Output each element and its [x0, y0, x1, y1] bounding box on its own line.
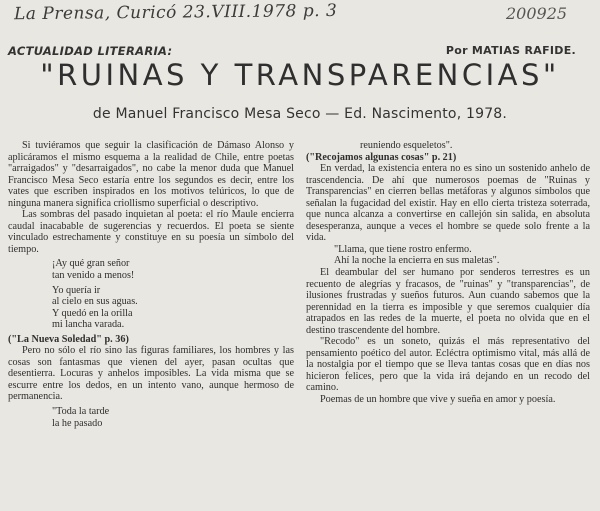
quote-line-2: Ahí la noche la encierra en sus maletas".	[334, 255, 500, 267]
verse-continuation: reuniendo esqueletos".	[360, 140, 453, 151]
verse-line: tan venido a menos!	[52, 270, 135, 282]
paragraph-7: Poemas de un hombre que vive y sueña en amor y poesía.	[320, 394, 556, 406]
section-label: ACTUALIDAD LITERARIA:	[8, 44, 173, 58]
left-column	[8, 140, 294, 432]
handwritten-number: 200925	[506, 4, 568, 23]
verse-line: la he pasado	[52, 417, 103, 429]
verse-line: mi lancha varada.	[52, 319, 125, 331]
verse-line: ¡Ay qué gran señor	[52, 258, 130, 270]
paragraph-4: En verdad, la existencia entera no es sino un sostenido anhelo de trascendencia. De ahí que numerosos poemas de "Ruinas y Transparencias" en cierren bellas metáforas y algunos símbolos que señalan la fugacidad del existir. Hay en ello cierta tristeza soterrada, que nunca alcanza a convertirse en callejón sin salida, en absoluta desesperanza, aunque a veces el hombre se quede solo frente a la vida.	[306, 163, 590, 244]
article-title: "RUINAS Y TRANSPARENCIAS"	[40, 58, 560, 92]
citation-1: ("La Nueva Soledad" p. 36)	[8, 333, 129, 345]
verse-line: Yo quería ir	[52, 284, 101, 296]
verse-3	[52, 406, 294, 429]
verse-line: al cielo en sus aguas.	[52, 296, 138, 308]
paragraph-6: "Recodo" es un soneto, quizás el más representativo del pensamiento poético del autor. Ecléctra optimismo vital, más allá de la nostalgia por el tiempo que se lleva tantas cosas que en días nos hicieron felices, pero que la vida irá dejando en un recodo del camino.	[306, 336, 590, 394]
paragraph-3: Pero no sólo el río sino las figuras familiares, los hombres y las cosas son fantasmas que vienen del ayer, pasan ocultas que desentierra. Locuras y anhelos imposibles. La vida misma que se escurre entre los dedos, en un intento vano, aunque hermoso de permanencia.	[8, 345, 294, 403]
paragraph-5: El deambular del ser humano por senderos terrestres es un recuento de alegrías y fracasos, de "ruinas" y "transparencias", de ilusiones frustradas y sueños futuros. Aun cuando sabemos que la perennidad en la tierra es imposible y que seremos cualquier día atrapados en las redes de la muerte, el poeta no olvida que en el destino trascendente del hombre.	[306, 267, 590, 336]
handwritten-note: La Prensa, Curicó 23.VIII.1978 p. 3	[13, 0, 338, 25]
verse-line: Y quedó en la orilla	[52, 307, 133, 319]
citation-2: ("Recojamos algunas cosas" p. 21)	[306, 151, 457, 163]
right-column	[306, 140, 590, 406]
paragraph-2: Las sombras del pasado inquietan al poeta: el río Maule encierra caudal inacabable de sugerencias y recuerdos. El poeta se siente vinculado estrechamente y constituye en su poesía un símbolo del tiempo.	[8, 209, 294, 255]
quote-line-1: "Llama, que tiene rostro enfermo.	[334, 243, 472, 255]
verse-line: "Toda la tarde	[52, 406, 110, 418]
author-byline: Por MATIAS RAFIDE.	[445, 44, 576, 57]
verse-1	[52, 258, 294, 281]
article-subtitle: de Manuel Francisco Mesa Seco — Ed. Nascimento, 1978.	[92, 106, 508, 122]
paragraph-1: Si tuviéramos que seguir la clasificación de Dámaso Alonso y aplicáramos el mismo esquema a la realidad de Chile, entre poetas "arraigados" y "desarraigados", no cabe la menor duda que Manuel Francisco Mesa Seco estaría entre los segundos es decir, entre los vates que escriben inspirados en los motivos telúricos, lo que de ninguna manera significa criollismo superficial o descriptivo.	[8, 140, 294, 209]
verse-2	[52, 285, 294, 331]
